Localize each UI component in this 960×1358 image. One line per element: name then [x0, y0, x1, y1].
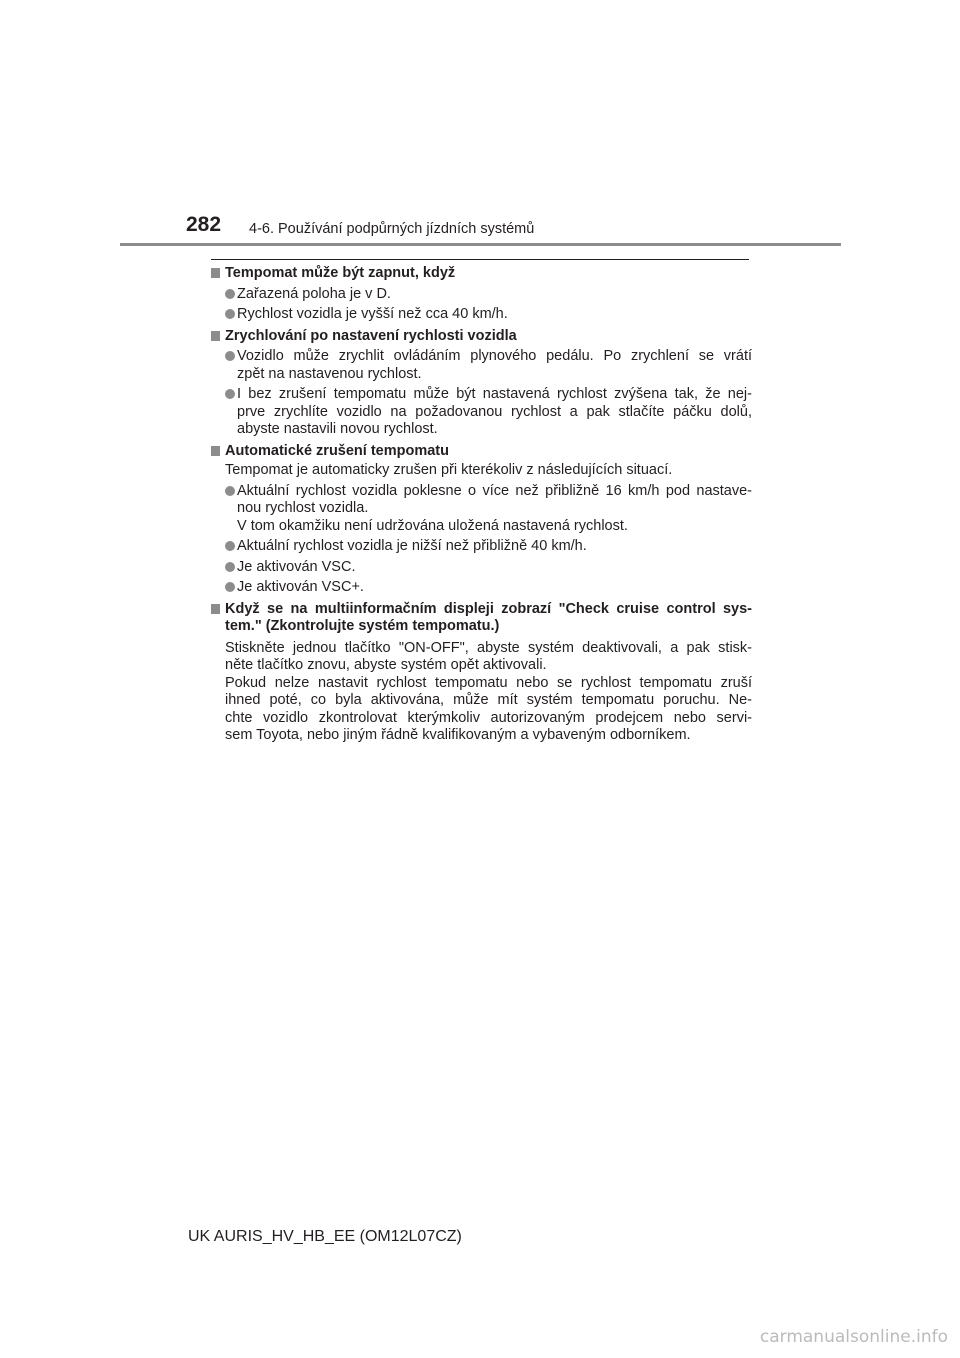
content-rule [211, 259, 749, 260]
section-heading: Tempomat může být zapnut, když [225, 265, 456, 281]
section-heading: Když se na multiinformačním displeji zobrazí "Check cruise control sys- [225, 600, 752, 617]
chapter-title: 4-6. Používání podpůrných jízdních systémů [249, 221, 535, 237]
body-text: Pokud nelze nastavit rychlost tempomatu nebo se rychlost tempomatu zruší [225, 674, 752, 691]
section-marker [211, 446, 220, 456]
body-text: ihned poté, co byla aktivována, může mít systém tempomatu poruchu. Ne- [225, 692, 752, 708]
content [211, 265, 752, 749]
manual-code: UK AURIS_HV_HB_EE (OM12L07CZ) [188, 1228, 462, 1245]
section-heading: Automatické zrušení tempomatu [225, 442, 449, 459]
section-automatic-cancel [211, 443, 752, 597]
bullet-text: Rychlost vozidla je vyšší než cca 40 km/h. [237, 306, 508, 322]
list-item [225, 348, 752, 383]
section-marker [211, 331, 220, 341]
bullet-marker [225, 582, 235, 592]
list-item [225, 306, 752, 324]
section-acceleration [211, 328, 752, 439]
list-item [225, 559, 752, 577]
bullet-marker [225, 562, 235, 572]
body-text: sem Toyota, nebo jiným řádně kvalifikovaným a vybaveným odborníkem. [225, 727, 691, 743]
bullet-text: abyste nastavili novou rychlost. [237, 421, 438, 437]
list-item [225, 483, 752, 536]
bullet-marker [225, 389, 235, 399]
watermark: carmanualsonline.info [759, 1327, 948, 1347]
bullet-text: I bez zrušení tempomatu může být nastavená rychlost zvýšena tak, že nej- [237, 386, 752, 402]
bullet-marker [225, 289, 235, 299]
body-text: chte vozidlo zkontrolovat kterýmkoliv autorizovaným prodejcem nebo servi- [225, 709, 752, 726]
list-item [225, 386, 752, 439]
bullet-marker [225, 541, 235, 551]
list-item [225, 286, 752, 304]
bullet-text: Vozidlo může zrychlit ovládáním plynového pedálu. Po zrychlení se vrátí [237, 348, 752, 364]
bullet-text: zpět na nastavenou rychlost. [237, 365, 422, 382]
bullet-text: prve zrychlíte vozidlo na požadovanou rychlost a pak stlačíte páčku dolů, [237, 403, 752, 420]
page-number: 282 [186, 213, 222, 236]
bullet-text: Zařazená poloha je v D. [237, 285, 391, 302]
section-marker [211, 604, 220, 614]
bullet-text: Aktuální rychlost vozidla je nižší než přibližně 40 km/h. [237, 538, 587, 554]
bullet-text: Aktuální rychlost vozidla poklesne o více než přibližně 16 km/h pod nastave- [237, 482, 752, 499]
list-item [225, 579, 752, 597]
section-heading: tem." (Zkontrolujte systém tempomatu.) [225, 618, 500, 634]
bullet-marker [225, 486, 235, 496]
bullet-text: Je aktivován VSC+. [237, 579, 364, 595]
list-item [225, 538, 752, 556]
header-rule [120, 243, 841, 246]
bullet-text: V tom okamžiku není udržována uložená nastavená rychlost. [237, 517, 628, 534]
bullet-text: nou rychlost vozidla. [237, 500, 369, 516]
bullet-marker [225, 309, 235, 319]
bullet-marker [225, 351, 235, 361]
bullet-text: Je aktivován VSC. [237, 558, 356, 575]
section-intro: Tempomat je automaticky zrušen při kterékoliv z následujících situací. [225, 462, 673, 478]
section-heading: Zrychlování po nastavení rychlosti vozidla [225, 327, 517, 344]
section-marker [211, 268, 220, 278]
body-text: Stiskněte jednou tlačítko "ON-OFF", abyste systém deaktivovali, a pak stisk- [225, 639, 752, 656]
body-text: něte tlačítko znovu, abyste systém opět aktivovali. [225, 657, 547, 673]
section-check-cruise-message [211, 601, 752, 745]
section-cruise-conditions [211, 265, 752, 324]
